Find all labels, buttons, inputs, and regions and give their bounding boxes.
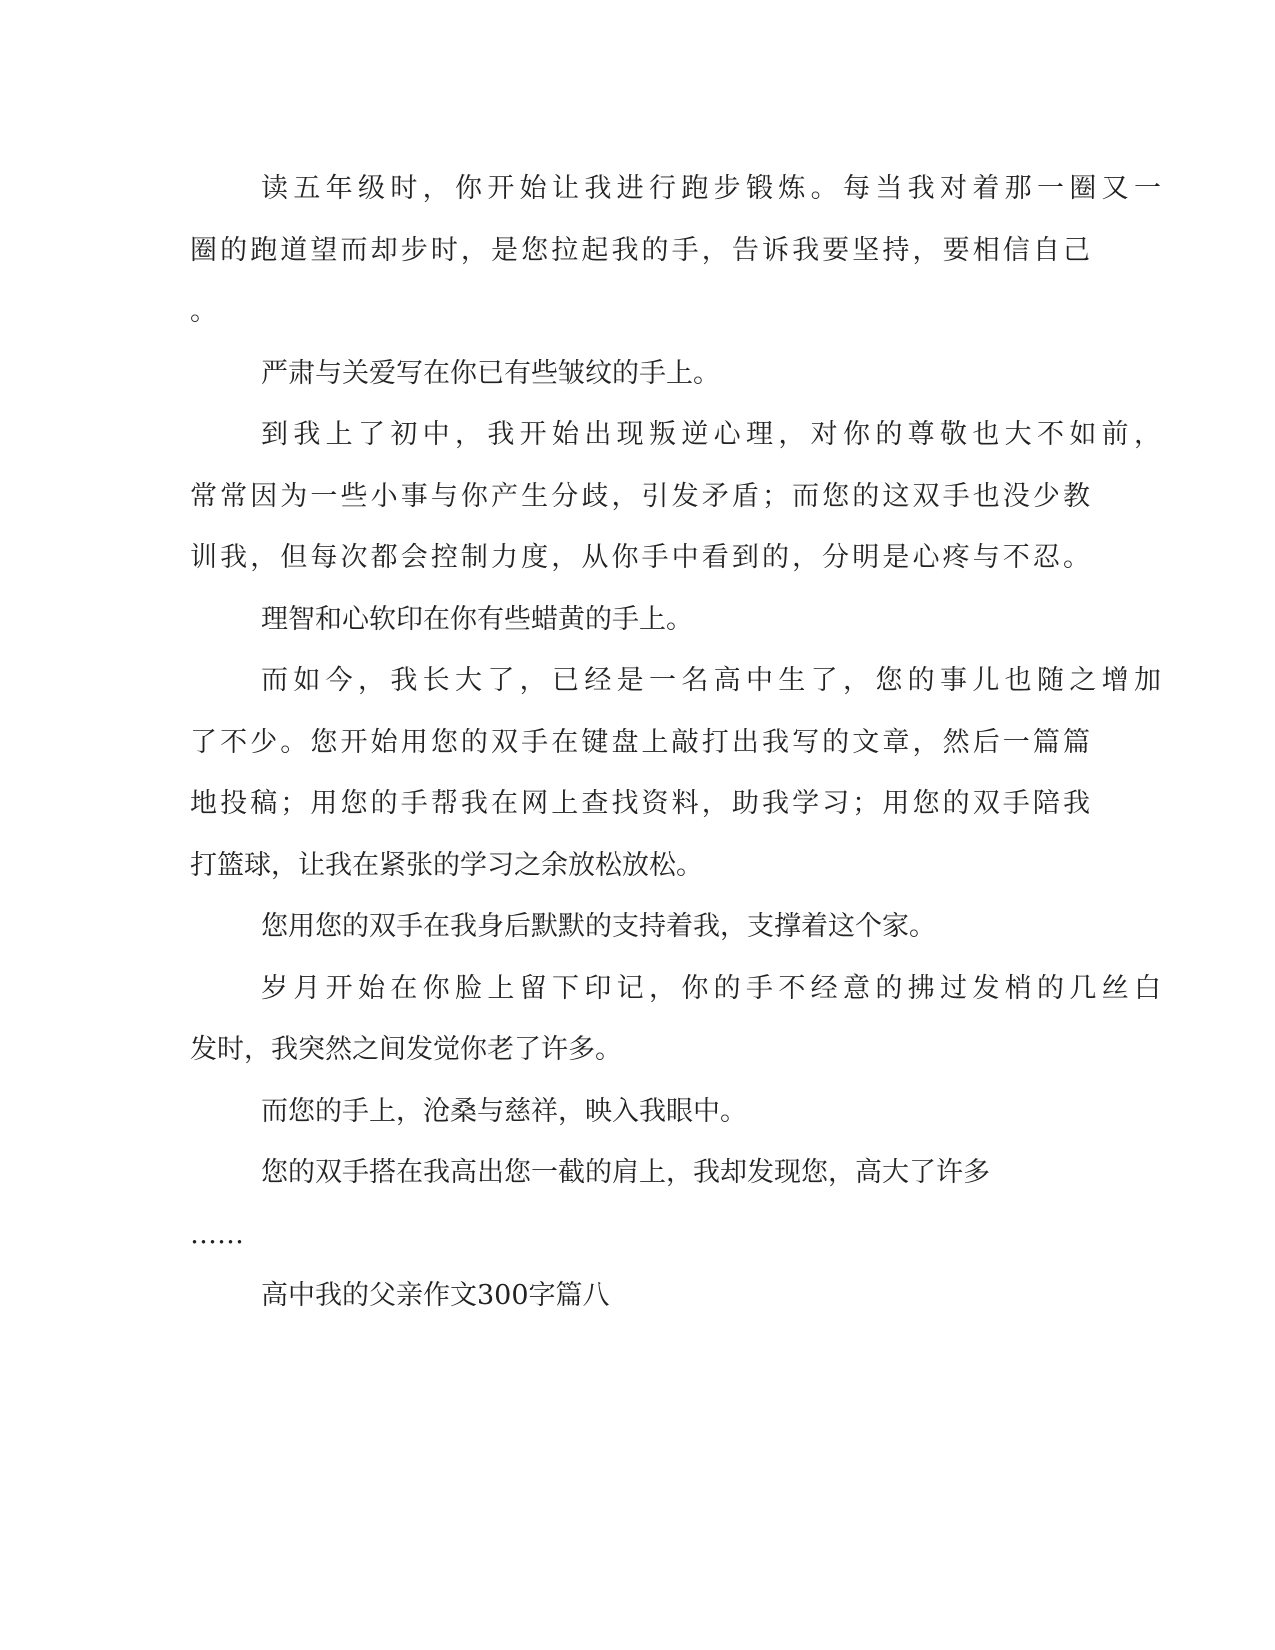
text-line: 圈的跑道望而却步时，是您拉起我的手，告诉我要坚持，要相信自己: [190, 234, 1090, 266]
section-title: 高中我的父亲作文300字篇八: [261, 1280, 610, 1311]
paragraph-running: [190, 158, 1161, 343]
text-line: 发时，我突然之间发觉你老了许多。: [190, 1034, 622, 1065]
paragraph-junior-high: [190, 404, 1161, 589]
text-line: 。: [190, 296, 217, 327]
paragraph-support: [190, 896, 1090, 958]
text-line: 读五年级时，你开始让我进行跑步锻炼。每当我对着那一圈又一: [261, 173, 1161, 204]
text-line: 而您的手上，沧桑与慈祥，映入我眼中。: [261, 1095, 747, 1127]
text-line: 了不少。您开始用您的双手在键盘上敲打出我写的文章，然后一篇篇: [190, 726, 1090, 758]
paragraph-years: [190, 958, 1161, 1081]
text-line: 到我上了初中，我开始出现叛逆心理，对你的尊敬也大不如前，: [261, 419, 1161, 450]
text-line: 理智和心软印在你有些蜡黄的手上。: [261, 603, 693, 635]
text-line: 地投稿；用您的手帮我在网上查找资料，助我学习；用您的双手陪我: [190, 788, 1090, 819]
text-line: 岁月开始在你脸上留下印记，你的手不经意的拂过发梢的几丝白: [261, 972, 1161, 1004]
text-line: 您的双手搭在我高出您一截的肩上，我却发现您，高大了许多: [261, 1157, 990, 1188]
paragraph-high-school: [190, 650, 1161, 896]
text-line: 严肃与关爱写在你已有些皱纹的手上。: [261, 357, 720, 389]
text-line: ……: [190, 1218, 244, 1250]
paragraph-shoulder: [190, 1142, 1090, 1265]
text-line: 训我，但每次都会控制力度，从你手中看到的，分明是心疼与不忍。: [190, 542, 1090, 573]
text-line: 打篮球，让我在紧张的学习之余放松放松。: [190, 849, 703, 881]
paragraph-strict-and-care: [190, 343, 1090, 405]
text-line: 您用您的双手在我身后默默的支持着我，支撑着这个家。: [261, 911, 936, 942]
text-line: 而如今，我长大了，已经是一名高中生了，您的事儿也随之增加: [261, 665, 1161, 696]
text-line: 常常因为一些小事与你产生分歧，引发矛盾；而您的这双手也没少教: [190, 480, 1090, 512]
paragraph-hands: [190, 1081, 1090, 1143]
section-heading: [190, 1265, 1090, 1327]
paragraph-reason-and-soft: [190, 589, 1090, 651]
essay-body: [190, 158, 1161, 1327]
